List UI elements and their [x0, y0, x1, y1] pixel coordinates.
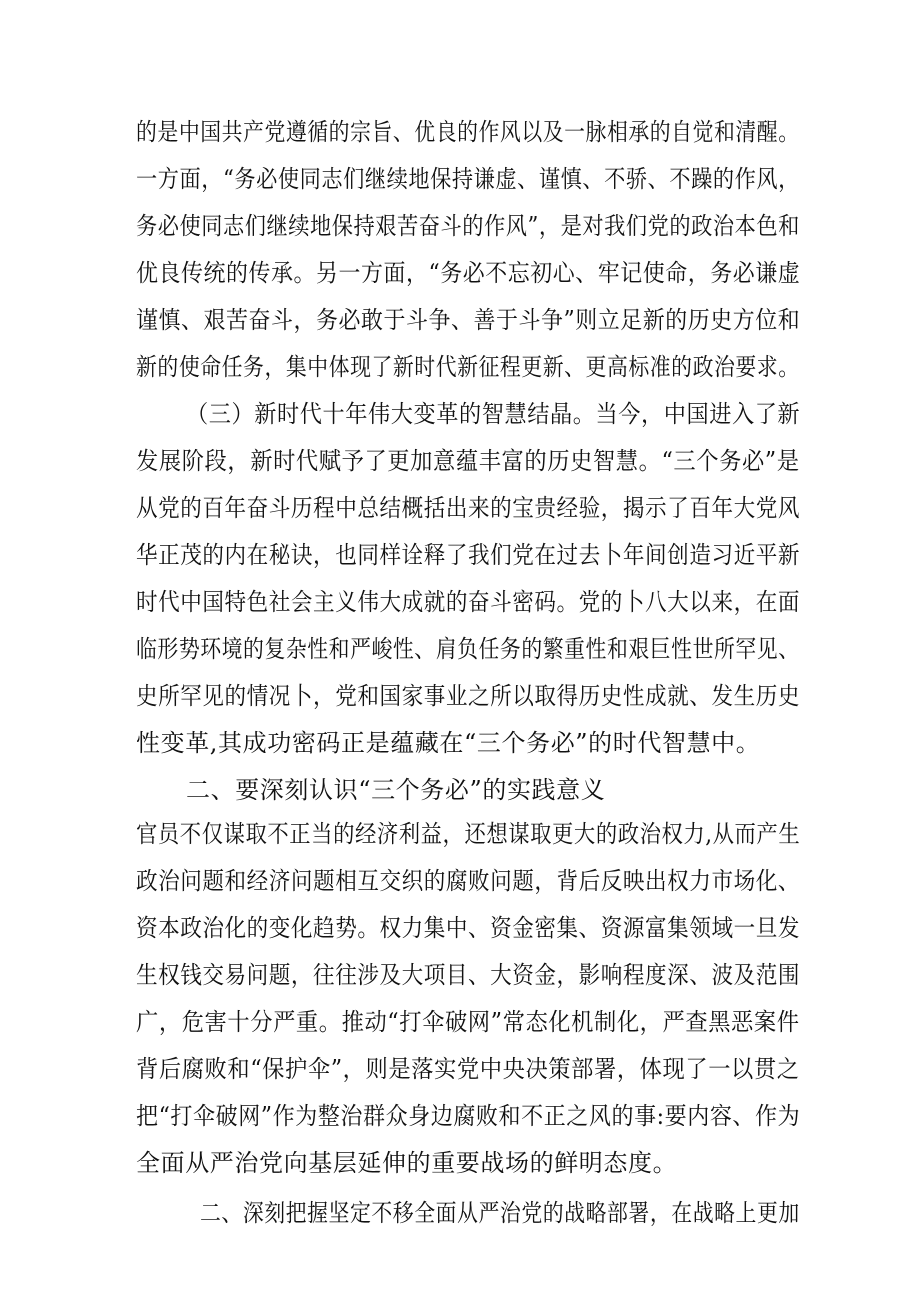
- text-line-18: 资本政治化的变化趋势。权力集中、资金密集、资源富集领域一旦发: [136, 914, 800, 942]
- text-line-17: 政治问题和经济问题相互交织的腐败问题，背后反映出权力市场化、: [136, 867, 800, 895]
- text-line-4: 优良传统的传承。另一方面，“务必不忘初心、牢记使命，务必谦虚: [136, 259, 801, 287]
- text-line-12: 临形势环境的复杂性和严峻性、肩负任务的繁重性和艰巨性世所罕见、: [136, 635, 800, 663]
- section-heading-2: 二、要深刻认识“三个务必”的实践意义: [186, 776, 606, 804]
- text-line-22: 把“打伞破网”作为整治群众身边腐败和不正之风的事:要内容、作为: [136, 1102, 801, 1130]
- text-line-21: 背后腐败和“保护伞”，则是落实党中央决策部署，体现了一以贯之: [136, 1055, 800, 1083]
- text-line-10: 华正茂的内在秘诀，也同样诠释了我们党在过去卜年间创造习近平新: [136, 541, 800, 569]
- section-heading-3: （三）新时代十年伟大变革的智慧结晶。当今，中国进入了新: [186, 400, 801, 428]
- text-line-8: 发展阶段，新时代赋予了更加意蕴丰富的历史智慧。“三个务必”是: [136, 447, 800, 475]
- text-line-6: 新的使命任务，集中体现了新时代新征程更新、更高标准的政治要求。: [136, 353, 800, 381]
- text-line-23: 全面从严治党向基层延伸的重要战场的鲜明态度。: [136, 1149, 678, 1177]
- text-line-20: 广，危害十分严重。推动“打伞破网”常态化机制化，严查黑恶案件: [136, 1008, 800, 1036]
- section-heading-next: 二、深刻把握坚定不移全面从严治党的战略部署，在战略上更加: [200, 1199, 800, 1227]
- text-line-16: 官员不仅谋取不正当的经济利益，还想谋取更大的政治权力,从而产生: [136, 820, 801, 848]
- text-line-1: 的是中国共产党遵循的宗旨、优良的作风以及一脉相承的自觉和清醒。: [136, 118, 800, 146]
- text-line-5: 谨慎、艰苦奋斗，务必敢于斗争、善于斗争”则立足新的历史方位和: [136, 306, 801, 334]
- text-line-2: 一方面，“务必使同志们继续地保持谦虚、谨慎、不骄、不躁的作风，: [136, 165, 800, 193]
- text-line-19: 生权钱交易问题，往往涉及大项目、大资金，影响程度深、波及范围: [136, 961, 800, 989]
- text-line-9: 从党的百年奋斗历程中总结概括出来的宝贵经验，揭示了百年大党风: [136, 494, 800, 522]
- text-line-13: 史所罕见的情况卜，党和国家事业之所以取得历史性成就、发生历史: [136, 682, 800, 710]
- text-line-14: 性变革,其成功密码正是蕴藏在“三个务必”的时代智慧中。: [136, 729, 761, 757]
- text-line-3: 务必使同志们继续地保持艰苦奋斗的作风”，是对我们党的政治本色和: [136, 212, 800, 240]
- text-line-11: 时代中国特色社会主义伟大成就的奋斗密码。党的卜八大以来，在面: [136, 588, 800, 616]
